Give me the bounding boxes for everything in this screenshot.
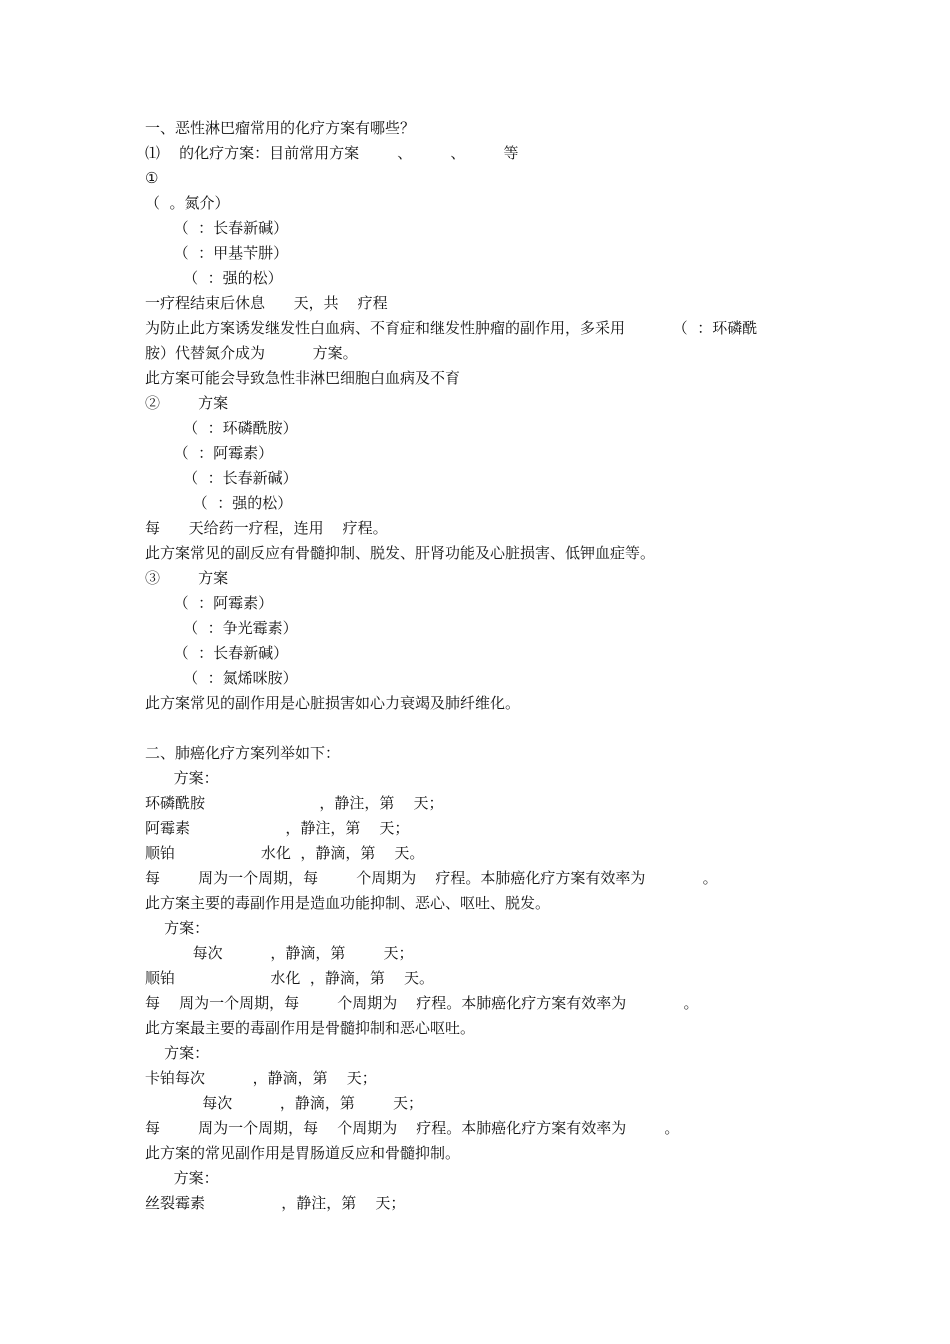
text-line: 环磷酰胺 ，静注，第 天； xyxy=(145,794,444,812)
text-line: （ ：争光霉素） xyxy=(145,619,298,637)
text-line: （ ：氮烯咪胺） xyxy=(145,669,298,687)
text-line: 此方案可能会导致急性非淋巴细胞白血病及不育 xyxy=(145,369,461,387)
text-line: 每 周为一个周期，每 个周期为 疗程。本肺癌化疗方案有效率为 。 xyxy=(145,869,718,887)
text-line: 此方案的常见副作用是胃肠道反应和骨髓抑制。 xyxy=(145,1144,461,1162)
text-line: 方案： xyxy=(145,769,219,787)
text-line: 丝裂霉素 ，静注，第 天； xyxy=(145,1194,406,1212)
text-line: （ ：阿霉素） xyxy=(145,594,274,612)
text-line: ③ 方案 xyxy=(145,569,229,587)
text-line: 方案： xyxy=(145,919,210,937)
text-line: 每次 ，静滴，第 天； xyxy=(145,944,414,962)
text-line: 阿霉素 ，静注，第 天； xyxy=(145,819,410,837)
text-line: ② 方案 xyxy=(145,394,229,412)
text-line: 顺铂 水化 ，静滴，第 天。 xyxy=(145,844,425,862)
text-line: 每次 ，静滴，第 天； xyxy=(145,1094,424,1112)
text-line: （ ：强的松） xyxy=(145,494,293,512)
text-line: 此方案常见的副反应有骨髓抑制、脱发、肝肾功能及心脏损害、低钾血症等。 xyxy=(145,544,656,562)
text-line: 每 周为一个周期，每 个周期为 疗程。本肺癌化疗方案有效率为 。 xyxy=(145,994,699,1012)
text-line: 每 周为一个周期，每 个周期为 疗程。本肺癌化疗方案有效率为 。 xyxy=(145,1119,680,1137)
text-line: 一、恶性淋巴瘤常用的化疗方案有哪些？ xyxy=(145,119,416,137)
text-line: 二、肺癌化疗方案列举如下： xyxy=(145,744,341,762)
text-line: （ ：长春新碱） xyxy=(145,469,298,487)
text-line: 一疗程结束后休息 天，共 疗程 xyxy=(145,294,388,312)
text-line: 每 天给药一疗程，连用 疗程。 xyxy=(145,519,388,537)
text-line: 此方案常见的副作用是心脏损害如心力衰竭及肺纤维化。 xyxy=(145,694,521,712)
text-line: （ ：环磷酰胺） xyxy=(145,419,298,437)
text-line: 方案： xyxy=(145,1044,210,1062)
text-line: 顺铂 水化 ，静滴，第 天。 xyxy=(145,969,434,987)
text-line: 方案： xyxy=(145,1169,219,1187)
text-line: 此方案最主要的毒副作用是骨髓抑制和恶心呕吐。 xyxy=(145,1019,476,1037)
text-line: （ ：阿霉素） xyxy=(145,444,274,462)
text-line: ① xyxy=(145,169,159,187)
text-line: 为防止此方案诱发继发性白血病、不育症和继发性肿瘤的副作用，多采用 （ ：环磷酰 xyxy=(145,319,758,337)
text-line: （ ：长春新碱） xyxy=(145,219,289,237)
text-line: 卡铂每次 ，静滴，第 天； xyxy=(145,1069,377,1087)
text-line: （ ：强的松） xyxy=(145,269,283,287)
text-line: ⑴ 的化疗方案：目前常用方案 、 、 等 xyxy=(145,144,519,162)
text-line: （ ：甲基苄肼） xyxy=(145,244,289,262)
text-line: （ ：长春新碱） xyxy=(145,644,289,662)
text-line: （ 。氮介） xyxy=(145,194,230,212)
text-line: 此方案主要的毒副作用是造血功能抑制、恶心、呕吐、脱发。 xyxy=(145,894,551,912)
text-line: 胺）代替氮介成为 方案。 xyxy=(145,344,358,362)
